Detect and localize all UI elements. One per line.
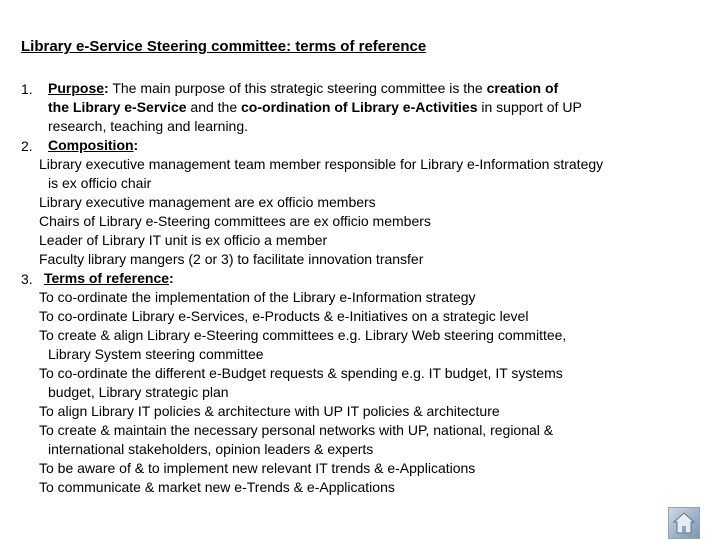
terms-heading: Terms of reference <box>44 270 170 286</box>
list-item: Leader of Library IT unit is ex officio a member <box>39 232 328 248</box>
list-item: To create & align Library e-Steering committees e.g. Library Web steering committee, <box>39 327 567 343</box>
section-number: 3. <box>21 271 33 287</box>
purpose-text-c: the Library e-Service <box>48 99 187 115</box>
purpose-text-e: co-ordination of Library e-Activities <box>241 99 478 115</box>
purpose-line-2 <box>48 98 582 117</box>
page-title: Library e-Service Steering committee: terms of reference <box>21 38 427 55</box>
section-number: 1. <box>21 81 33 97</box>
list-item: Library System steering committee <box>48 346 264 362</box>
list-item: To communicate & market new e-Trends & e-Applications <box>39 479 395 495</box>
purpose-text-d: and the <box>186 99 242 115</box>
home-icon <box>669 508 699 538</box>
list-item: To co-ordinate the implementation of the Library e-Information strategy <box>39 289 476 305</box>
list-item: Library executive management are ex officio members <box>39 194 376 210</box>
purpose-text-f: in support of UP <box>477 99 582 115</box>
purpose-text-b: creation of <box>486 80 559 96</box>
list-item: international stakeholders, opinion leaders & experts <box>48 441 374 457</box>
list-item: To be aware of & to implement new relevant IT trends & e-Applications <box>39 460 476 476</box>
list-item: To co-ordinate Library e-Services, e-Products & e-Initiatives on a strategic level <box>39 308 529 324</box>
list-item: Faculty library mangers (2 or 3) to facilitate innovation transfer <box>39 251 424 267</box>
purpose-line-3: research, teaching and learning. <box>48 118 249 134</box>
list-item: To create & maintain the necessary personal networks with UP, national, regional & <box>39 422 554 438</box>
composition-heading-line <box>48 136 138 155</box>
list-item: To align Library IT policies & architecture with UP IT policies & architecture <box>39 403 500 419</box>
section-number: 2. <box>21 138 33 154</box>
purpose-line-1 <box>48 79 558 98</box>
terms-colon: : <box>169 270 174 286</box>
purpose-colon: : <box>104 80 109 96</box>
composition-heading: Composition <box>48 137 134 153</box>
list-item: budget, Library strategic plan <box>48 384 229 400</box>
list-item: Chairs of Library e-Steering committees are ex officio members <box>39 213 431 229</box>
purpose-heading: Purpose <box>48 80 105 96</box>
list-item: To co-ordinate the different e-Budget requests & spending e.g. IT budget, IT systems <box>39 365 563 381</box>
list-item: is ex officio chair <box>48 175 152 191</box>
home-nav-button[interactable] <box>668 507 700 539</box>
purpose-text-a: The main purpose of this strategic steering committee is the <box>108 80 487 96</box>
composition-colon: : <box>133 137 139 153</box>
terms-heading-line <box>44 269 174 288</box>
list-item: Library executive management team member responsible for Library e-Information strategy <box>39 156 604 172</box>
